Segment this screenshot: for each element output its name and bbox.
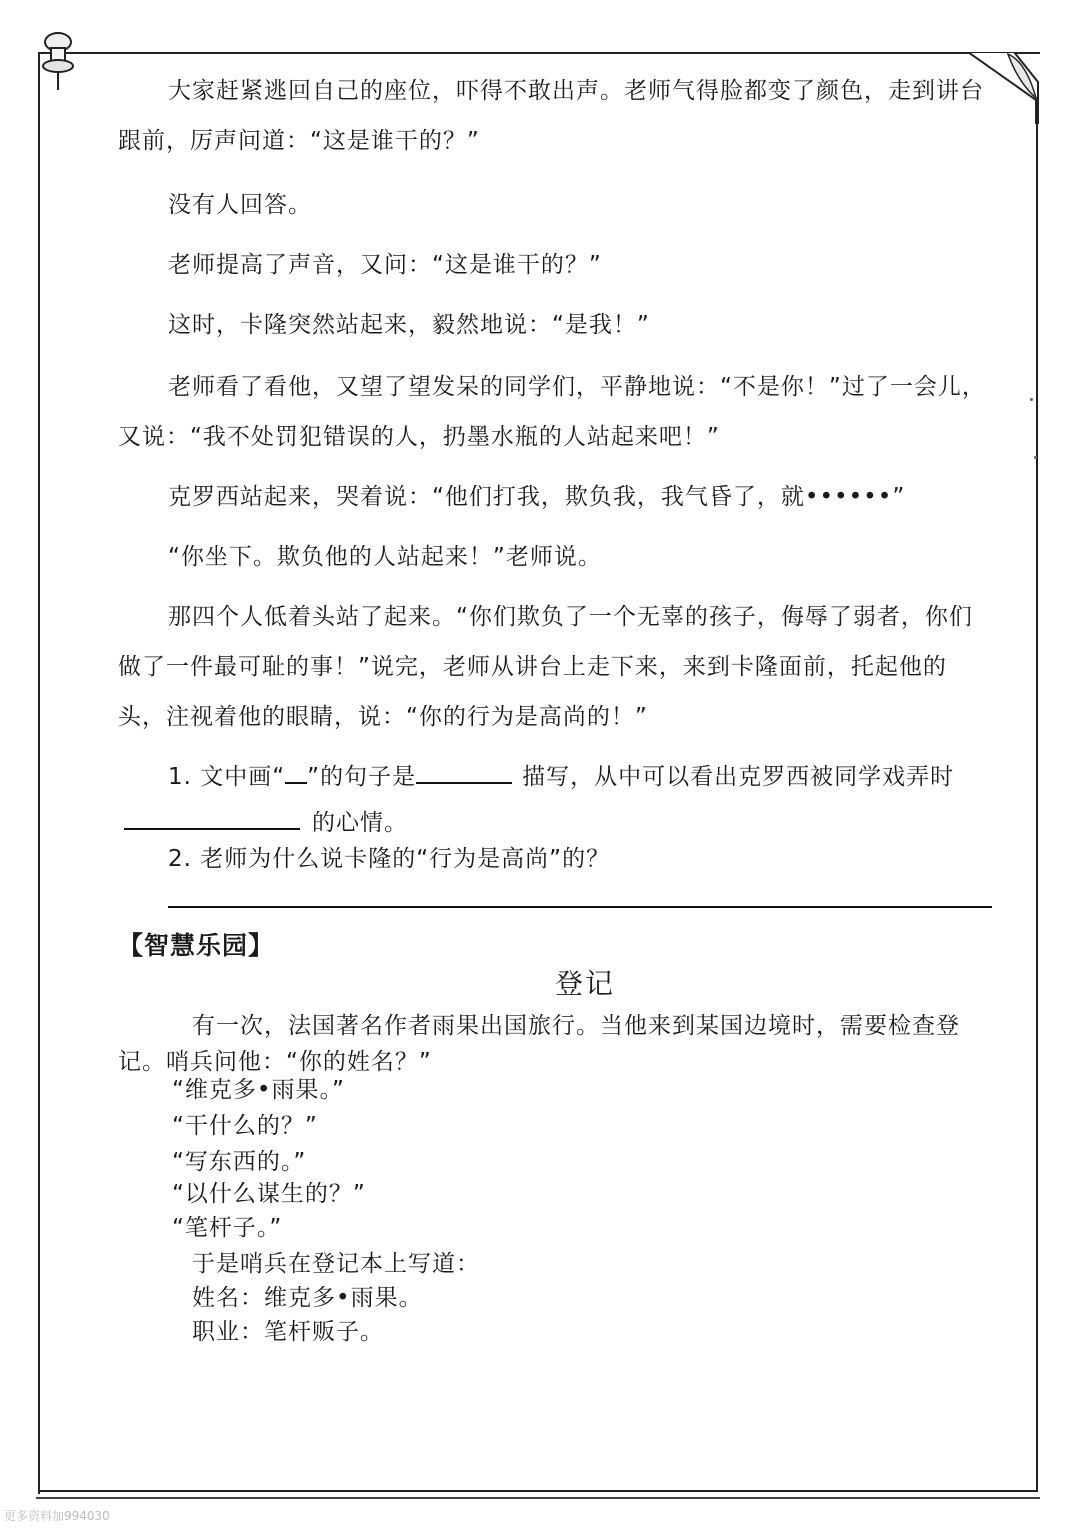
- underline-mark-blank: [285, 762, 307, 784]
- story-line: “写东西的。”: [172, 1149, 307, 1175]
- story-line: 有一次，法国著名作者雨果出国旅行。当他来到某国边境时，需要检查登记。哨兵问他：“你的姓名？”: [118, 1013, 960, 1075]
- answer-blank-2[interactable]: [124, 808, 300, 830]
- question-1-text: 的心情。: [312, 810, 408, 836]
- question-1-text: 描写，从中可以看出克罗西被同学戏弄时: [522, 764, 955, 790]
- passage-paragraph: 没有人回答。: [168, 192, 312, 218]
- passage-paragraph: “你坐下。欺负他的人站起来！”老师说。: [168, 544, 602, 570]
- scan-speck: [1030, 398, 1033, 401]
- passage-paragraph: 那四个人低着头站了起来。“你们欺负了一个无辜的孩子，侮辱了弱者，你们做了一件最可耻的事！”说完，老师从讲台上走下来，来到卡隆面前，托起他的头，注视着他的眼睛，说：“你的行为是高尚的！”: [118, 604, 973, 730]
- answer-line[interactable]: [168, 906, 992, 908]
- passage-paragraph: 这时，卡隆突然站起来，毅然地说：“是我！”: [168, 312, 650, 338]
- question-1-text: ”的句子是: [307, 764, 417, 790]
- story-line: “维克多•雨果。”: [172, 1077, 345, 1103]
- story-line: “笔杆子。”: [172, 1215, 283, 1241]
- story-line: 姓名：维克多•雨果。: [192, 1285, 423, 1311]
- watermark: 更多资料加994030: [4, 1509, 110, 1523]
- story-line: 职业：笔杆贩子。: [192, 1319, 384, 1345]
- question-1: [118, 754, 994, 846]
- story-title: 登记: [554, 967, 615, 1000]
- story-line: “干什么的？”: [172, 1113, 318, 1139]
- answer-blank-1[interactable]: [416, 762, 512, 784]
- story-line: 于是哨兵在登记本上写道：: [192, 1251, 480, 1277]
- page-frame-shadow-edge: [36, 1497, 1040, 1499]
- pushpin-icon: [38, 28, 78, 98]
- page-frame-bottom-edge: [38, 1490, 1038, 1492]
- question-1-text: 1. 文中画“: [168, 764, 286, 790]
- scan-speck: [1034, 456, 1037, 459]
- passage-paragraph: 老师提高了声音，又问：“这是谁干的？”: [168, 252, 602, 278]
- passage-paragraph: 克罗西站起来，哭着说：“他们打我，欺负我，我气昏了，就••••••”: [168, 484, 906, 510]
- question-2: 2. 老师为什么说卡隆的“行为是高尚”的？: [168, 846, 611, 872]
- passage-paragraph: 大家赶紧逃回自己的座位，吓得不敢出声。老师气得脸都变了颜色，走到讲台跟前，厉声问道：“这是谁干的？”: [118, 78, 984, 154]
- section-title: 【智慧乐园】: [118, 931, 275, 960]
- story-line: “以什么谋生的？”: [172, 1181, 366, 1207]
- page-frame-right-edge: [1036, 100, 1038, 1492]
- passage-paragraph: 老师看了看他，又望了望发呆的同学们，平静地说：“不是你！”过了一会儿，又说：“我不处罚犯错误的人，扔墨水瓶的人站起来吧！”: [118, 374, 986, 450]
